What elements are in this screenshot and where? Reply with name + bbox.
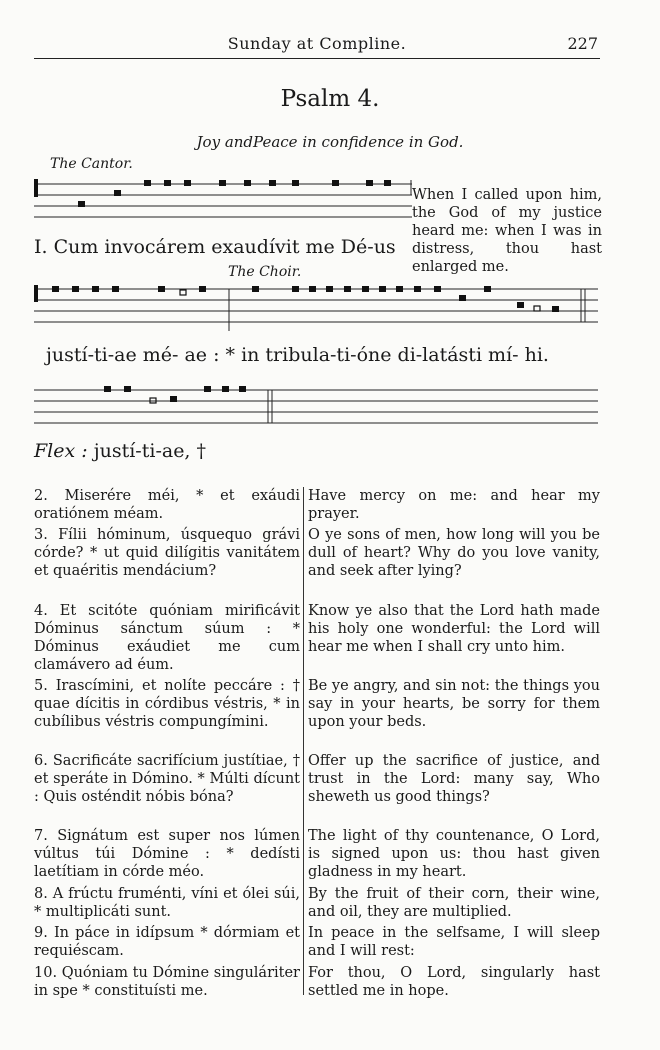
flex-text: justí-ti-ae, † bbox=[93, 440, 207, 462]
verse-english: Have mercy on me: and hear my prayer. bbox=[308, 488, 600, 522]
verse-english: Offer up the sacrifice of justice, and trust in the Lord: many say, Who sheweth us good things? bbox=[308, 753, 600, 805]
psalm-title: Psalm 4. bbox=[280, 86, 380, 112]
verse-latin: 4. Et scitóte quóniam mirificávit Dóminus sánctum súum : * Dóminus exáudiet me cum clamávero ad éum. bbox=[34, 603, 300, 673]
flex-line bbox=[34, 440, 206, 462]
verse-english: By the fruit of their corn, their wine, and oil, they are multiplied. bbox=[308, 886, 600, 920]
column-divider bbox=[303, 487, 304, 995]
flex-label: Flex : bbox=[34, 440, 88, 462]
psalm-subtitle: Joy andPeace in confidence in God. bbox=[196, 133, 464, 151]
verse-latin: 6. Sacrificáte sacrifícium justítiae, † et speráte in Dómino. * Múlti dícunt : Quis osténdit nóbis bóna? bbox=[34, 753, 300, 805]
page-number: 227 bbox=[567, 34, 598, 53]
verse-latin: 3. Fílii hóminum, úsquequo grávi córde? * ut quid dilígitis vanitátem et quaéritis mendácium? bbox=[34, 527, 300, 579]
verse-english: In peace in the selfsame, I will sleep and I will rest: bbox=[308, 925, 600, 959]
chant-staff-flex bbox=[34, 384, 600, 434]
verse-english: For thou, O Lord, singularly hast settled me in hope. bbox=[308, 965, 600, 999]
chant-staff-choir bbox=[34, 283, 600, 333]
chant-staff-cantor bbox=[34, 176, 414, 228]
verse-english: O ye sons of men, how long will you be dull of heart? Why do you love vanity, and seek after lying? bbox=[308, 527, 600, 579]
verse-english: Know ye also that the Lord hath made his holy one wonderful: the Lord will hear me when I shall cry unto him. bbox=[308, 603, 600, 655]
running-title: Sunday at Compline. bbox=[227, 34, 407, 53]
chant-line-2: justí-ti-ae mé- ae : * in tribula-ti-óne di-latásti mí- hi. bbox=[46, 344, 549, 366]
verse-latin: 7. Signátum est super nos lúmen vúltus túi Dómine : * dedísti laetítiam in córde méo. bbox=[34, 828, 300, 880]
verse-latin: 5. Irascímini, et nolíte peccáre : † quae dícitis in córdibus véstris, * in cubílibus véstris compungímini. bbox=[34, 678, 300, 730]
verse-1-latin: I. Cum invocárem exaudívit me Dé-us bbox=[34, 236, 396, 258]
verse-latin: 8. A frúctu fruménti, víni et ólei súi, * multiplicáti sunt. bbox=[34, 886, 300, 920]
verse-latin: 9. In páce in idípsum * dórmiam et requiéscam. bbox=[34, 925, 300, 959]
verse-english: Be ye angry, and sin not: the things you say in your hearts, be sorry for them upon your beds. bbox=[308, 678, 600, 730]
verse-latin: 2. Miserére méi, * et exáudi oratiónem méam. bbox=[34, 488, 300, 522]
verse-latin: 10. Quóniam tu Dómine singuláriter in spe * constituísti me. bbox=[34, 965, 300, 999]
verse-1-english: When I called upon him, the God of my justice heard me: when I was in distress, thou hast enlarged me. bbox=[412, 187, 602, 275]
cantor-label: The Cantor. bbox=[50, 156, 133, 172]
page-header bbox=[34, 28, 600, 59]
verse-english: The light of thy countenance, O Lord, is signed upon us: thou hast given gladness in my heart. bbox=[308, 828, 600, 880]
choir-label: The Choir. bbox=[228, 264, 302, 280]
